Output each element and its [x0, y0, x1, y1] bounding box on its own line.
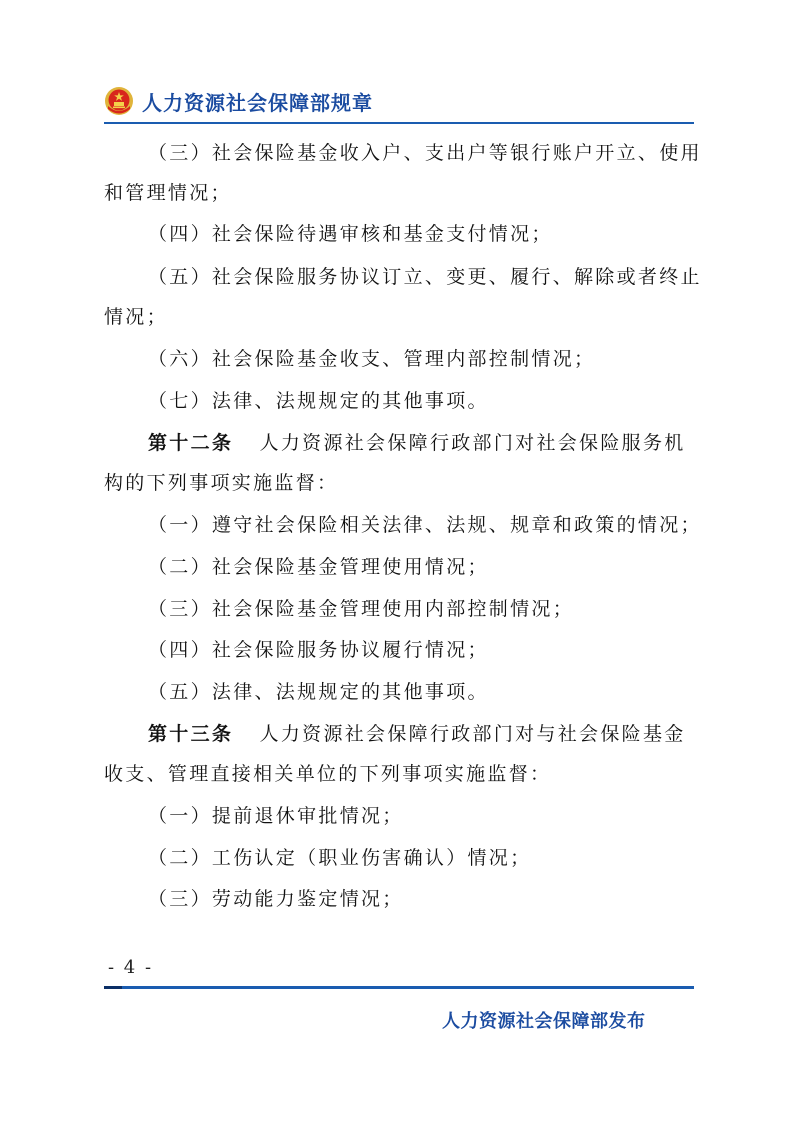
header-rule: [104, 122, 694, 124]
paragraph: （三）社会保险基金收入户、支出户等银行账户开立、使用 和管理情况；: [104, 142, 702, 204]
paragraph: （二）工伤认定（职业伤害确认）情况；: [148, 847, 532, 869]
paragraph: （四）社会保险待遇审核和基金支付情况；: [148, 223, 553, 245]
paragraph: （五）法律、法规规定的其他事项。: [148, 681, 489, 703]
article-paragraph: 第十三条 人力资源社会保障行政部门对与社会保险基金 收支、管理直接相关单位的下列事项实施监督：: [104, 723, 686, 785]
header-title: 人力资源社会保障部规章: [142, 90, 373, 115]
article-paragraph: 第十二条 人力资源社会保障行政部门对社会保险服务机 构的下列事项实施监督：: [104, 432, 686, 494]
paragraph: （二）社会保险基金管理使用情况；: [148, 556, 489, 578]
paragraph: （四）社会保险服务协议履行情况；: [148, 639, 489, 661]
paragraph: （六）社会保险基金收支、管理内部控制情况；: [148, 348, 596, 370]
footer-rule-accent: [104, 986, 122, 989]
paragraph: （一）提前退休审批情况；: [148, 805, 404, 827]
footer-rule: [104, 986, 694, 989]
page-number: - 4 -: [108, 957, 154, 978]
document-header: [104, 83, 373, 119]
paragraph: （七）法律、法规规定的其他事项。: [148, 390, 489, 412]
national-emblem-icon: [104, 86, 134, 116]
paragraph: （一）遵守社会保险相关法律、法规、规章和政策的情况；: [148, 514, 702, 536]
article-number: 第十二条: [148, 432, 234, 454]
paragraph: （三）劳动能力鉴定情况；: [148, 888, 404, 910]
footer-publisher: 人力资源社会保障部发布: [442, 1011, 646, 1032]
paragraph: （五）社会保险服务协议订立、变更、履行、解除或者终止 情况；: [104, 266, 702, 328]
paragraph: （三）社会保险基金管理使用内部控制情况；: [148, 598, 575, 620]
article-number: 第十三条: [148, 723, 234, 745]
